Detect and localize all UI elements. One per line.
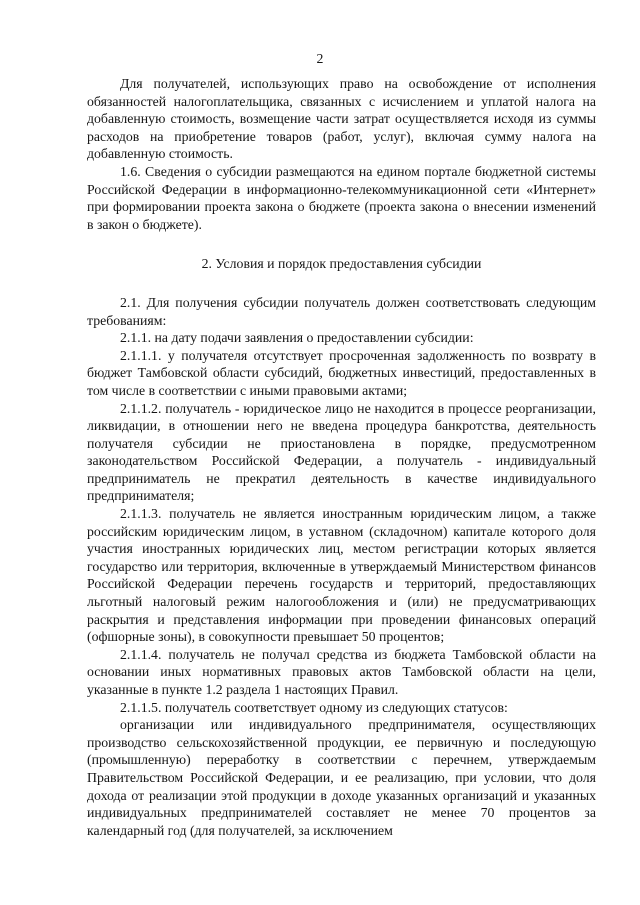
page-number: 2	[316, 51, 324, 66]
paragraph-2-1-1-4: 2.1.1.4. получатель не получал средства из бюджета Тамбовской области на основании иных нормативных правовых актов Тамбовской области на цели, указанные в пункте 1.2 раздела 1 настоящих Правил.	[87, 646, 596, 697]
paragraph-2-1-1-1: 2.1.1.1. у получателя отсутствует просроченная задолженность по возврату в бюджет Тамбовской области субсидий, бюджетных инвестиций, предоставленных в том числе в соответствии с иными правовыми актами;	[87, 347, 596, 398]
paragraph-status-organizations: организации или индивидуального предпринимателя, осуществляющих производство сельскохозяйственной продукции, ее первичную и последующую (промышленную) переработку в соответствии с перечнем, утверждаемым Правительством Российской Федерации, и ее реализацию, при условии, что доля дохода от реализации этой продукции в доходе указанных организаций и указанных индивидуальных предпринимателей составляет не менее 70 процентов за календарный год (для получателей, за исключением	[87, 717, 596, 838]
paragraph-1-6: 1.6. Сведения о субсидии размещаются на едином портале бюджетной системы Российской Федерации в информационно-телекоммуникационной сети «Интернет» при формировании проекта закона о бюджете (проекта закона о внесении изменений в закон о бюджете).	[87, 163, 596, 232]
paragraph-2-1-1-5: 2.1.1.5. получатель соответствует одному из следующих статусов:	[120, 699, 508, 715]
paragraph-vat-exemption: Для получателей, использующих право на освобождение от исполнения обязанностей налогоплательщика, связанных с исчислением и уплатой налога на добавленную стоимость, возмещение части затрат осуществляется исходя из суммы расходов на приобретение товаров (работ, услуг), включая сумму налога на добавленную стоимость.	[87, 76, 596, 162]
paragraph-2-1-1-2: 2.1.1.2. получатель - юридическое лицо не находится в процессе реорганизации, ликвидации, в отношении него не введена процедура банкротства, деятельность получателя субсидии не приостановлена в порядке, предусмотренном законодательством Российской Федерации, а получатель - индивидуальный предприниматель не прекратил деятельность в качестве индивидуального предпринимателя;	[87, 400, 596, 504]
page-content	[87, 75, 596, 839]
paragraph-2-1: 2.1. Для получения субсидии получатель должен соответствовать следующим требованиям:	[87, 294, 596, 328]
paragraph-2-1-1-3: 2.1.1.3. получатель не является иностранным юридическим лицом, а также российским юридическим лицом, в уставном (складочном) капитале которого доля участия иностранных юридических лиц, местом регистрации которых является государство или территория, включенные в утверждаемый Министерством финансов Российской Федерации перечень государств и территорий, предоставляющих льготный налоговый режим налогообложения и (или) не предусматривающих раскрытия и представления информации при проведении финансовых операций (офшорные зоны), в совокупности превышает 50 процентов;	[87, 506, 596, 645]
section-heading: 2. Условия и порядок предоставления субсидии	[201, 256, 482, 272]
paragraph-2-1-1: 2.1.1. на дату подачи заявления о предоставлении субсидии:	[120, 330, 474, 346]
